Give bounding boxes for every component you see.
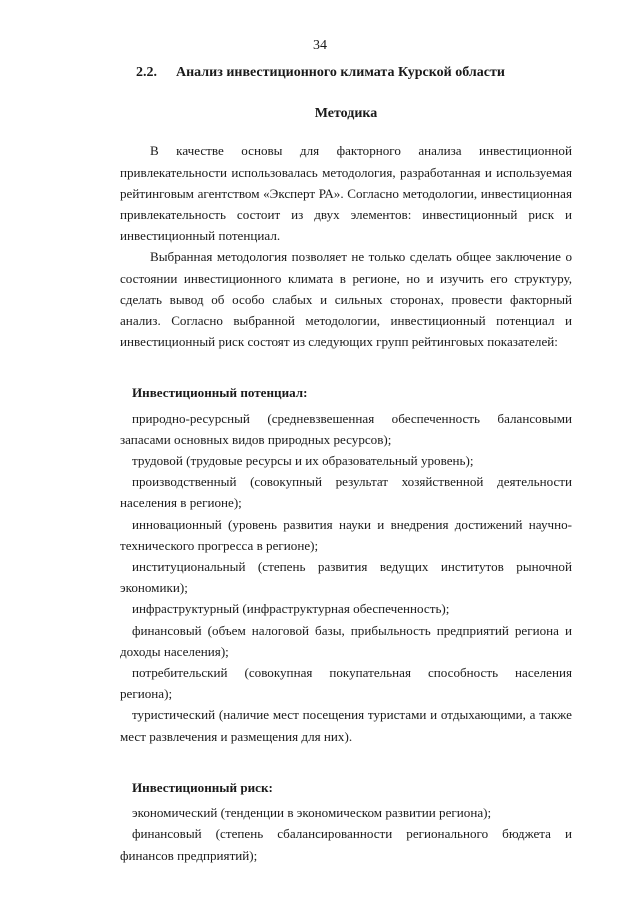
list-item: финансовый (степень сбалансированности регионального бюджета и финансов предприятий); bbox=[120, 826, 572, 863]
list-item: экономический (тенденции в экономическом развитии региона); bbox=[132, 805, 492, 821]
list-item: инновационный (уровень развития науки и внедрения достижений научно-технического прогресса в регионе); bbox=[120, 516, 572, 553]
list-item: инфраструктурный (инфраструктурная обеспеченность); bbox=[132, 601, 450, 617]
list-item: природно-ресурсный (средневзвешенная обеспеченность балансовыми запасами основных видов природных ресурсов); bbox=[120, 410, 572, 447]
paragraph: Выбранная методология позволяет не только сделать общее заключение о состоянии инвестиционного климата в регионе, но и изучить его структуру, сделать вывод об особо слабых и сильных сторонах, провести факторный анализ. Согласно выбранной методологии, инвестиционный потенциал и инвестиционный риск состоят из следующих групп рейтинговых показателей: bbox=[120, 249, 572, 350]
list-item: туристический (наличие мест посещения туристами и отдыхающими, а также мест развлечения и размещения для них). bbox=[120, 707, 572, 744]
list-item: институциональный (степень развития ведущих институтов рыночной экономики); bbox=[120, 559, 572, 596]
section-heading bbox=[136, 62, 572, 83]
list-item: трудовой (трудовые ресурсы и их образовательный уровень); bbox=[132, 453, 474, 469]
list-item: производственный (совокупный результат хозяйственной деятельности населения в регионе); bbox=[120, 474, 572, 511]
risk-list bbox=[120, 802, 572, 866]
list-item: финансовый (объем налоговой базы, прибыльность предприятий региона и доходы населения); bbox=[120, 622, 572, 659]
page-content bbox=[120, 62, 572, 866]
paragraph: В качестве основы для факторного анализа инвестиционной привлекательности использовалась методология, разработанная и используемая рейтинговым агентством «Эксперт РА». Согласно методологии, инвестиционная привлекательность состоит из двух элементов: инвестиционный риск и инвестиционный потенциал. bbox=[120, 143, 572, 244]
page-number: 34 bbox=[313, 38, 327, 53]
section-number: 2.2. bbox=[136, 65, 157, 80]
methodology-heading: Методика bbox=[314, 106, 378, 122]
section-title: Анализ инвестиционного климата Курской области bbox=[176, 65, 505, 80]
list-item: потребительский (совокупная покупательная способность населения региона); bbox=[120, 665, 572, 702]
risk-title: Инвестиционный риск: bbox=[132, 779, 273, 795]
potential-list bbox=[120, 408, 572, 747]
potential-title: Инвестиционный потенциал: bbox=[132, 385, 308, 401]
